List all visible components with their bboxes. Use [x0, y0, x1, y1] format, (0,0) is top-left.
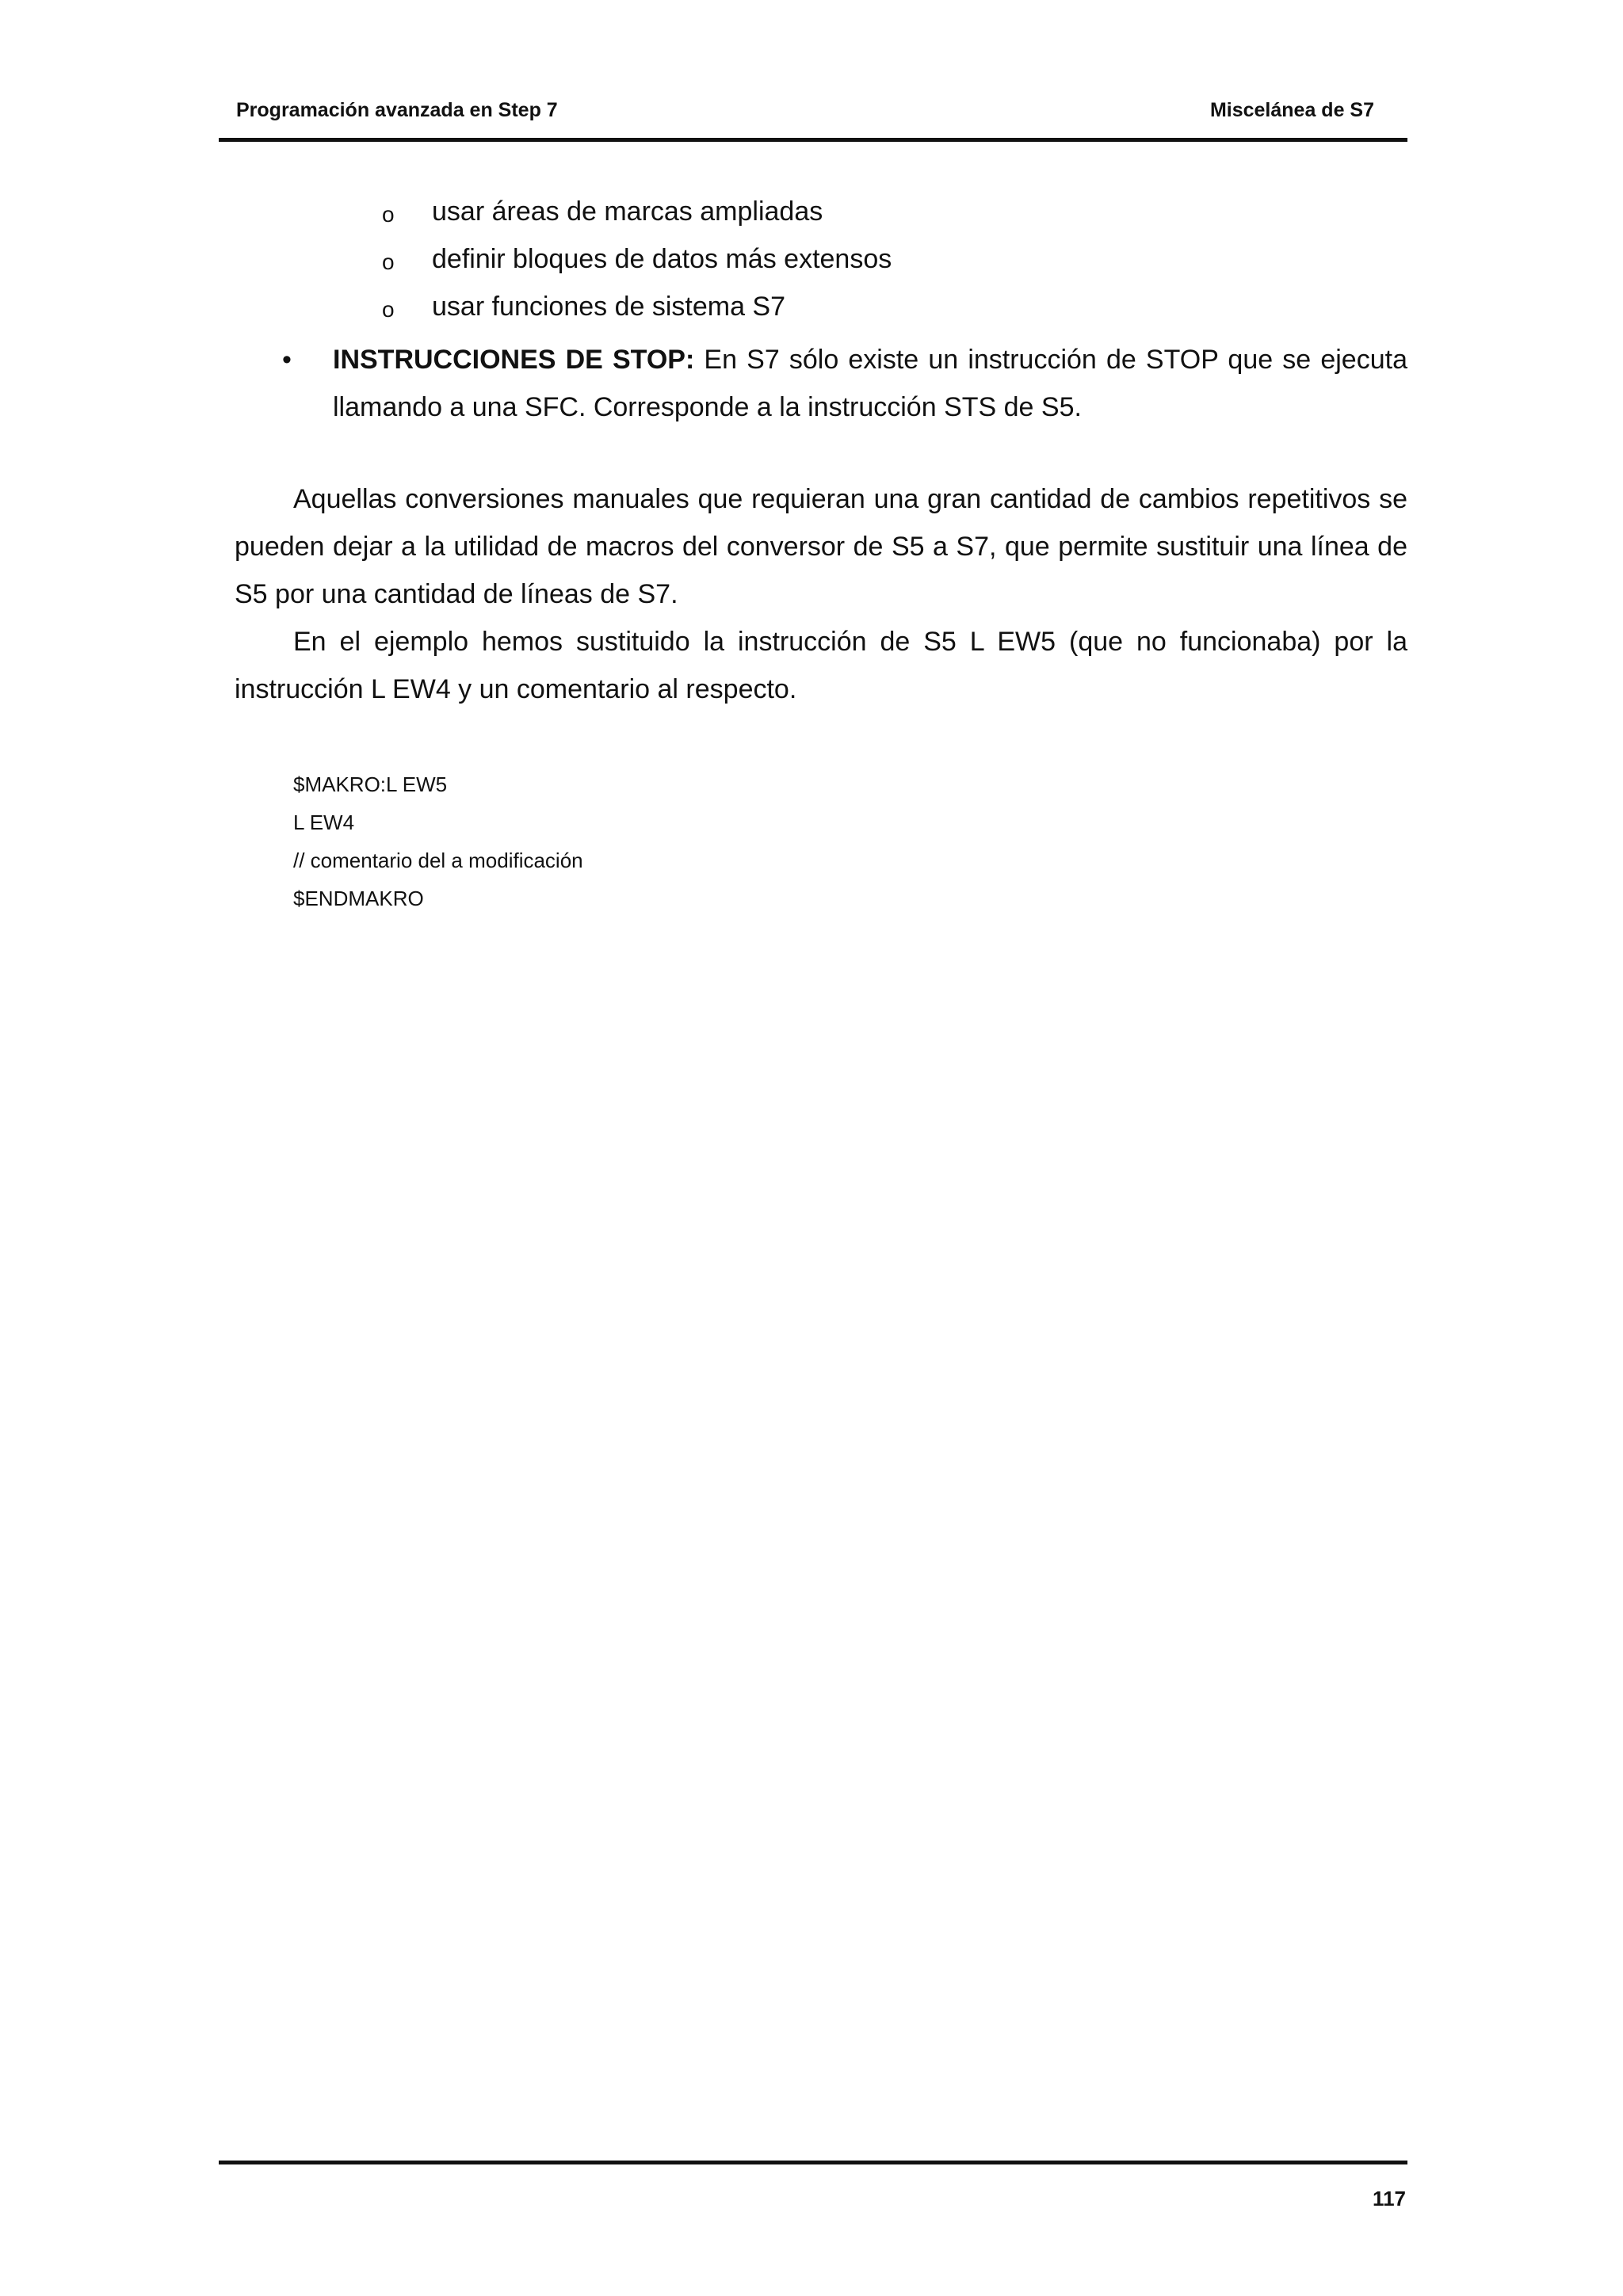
code-line: // comentario del a modificación: [293, 849, 583, 872]
page-header: [219, 93, 1407, 128]
sub-list-item-text: usar funciones de sistema S7: [432, 292, 786, 322]
code-line: $MAKRO:L EW5: [293, 772, 448, 796]
bullet-heading: INSTRUCCIONES DE STOP:: [333, 345, 695, 375]
header-title: Programación avanzada en Step 7: [236, 99, 558, 121]
paragraph: [235, 475, 1407, 618]
sub-list-item-text: usar áreas de marcas ampliadas: [432, 196, 823, 227]
bullet-text: [333, 336, 1407, 431]
bullet-description: En S7 sólo existe un instrucción de STOP que se ejecuta llamando a una SFC. Corresponde a la instrucción STS de S5.: [333, 345, 1407, 422]
page-number: 117: [1373, 2187, 1406, 2210]
paragraph: [235, 618, 1407, 713]
paragraph-text: Aquellas conversiones manuales que requieran una gran cantidad de cambios repetitivos se pueden dejar a la utilidad de macros del conversor de S5 a S7, que permite sustituir una línea de S5 por una cantidad de líneas de S7.: [235, 484, 1407, 609]
bullet-icon: •: [282, 345, 292, 375]
circle-bullet-icon: o: [382, 250, 395, 274]
footer-divider: [219, 2161, 1407, 2164]
code-line: L EW4: [293, 810, 355, 834]
header-divider: [219, 138, 1407, 142]
circle-bullet-icon: o: [382, 202, 395, 227]
circle-bullet-icon: o: [382, 297, 395, 322]
code-line: $ENDMAKRO: [293, 887, 424, 910]
header-section: Miscelánea de S7: [1209, 99, 1374, 121]
paragraph-text: En el ejemplo hemos sustituido la instrucción de S5 L EW5 (que no funcionaba) por la instrucción L EW4 y un comentario al respecto.: [235, 627, 1407, 704]
sub-list-item-text: definir bloques de datos más extensos: [432, 244, 892, 274]
code-block: [293, 765, 583, 917]
